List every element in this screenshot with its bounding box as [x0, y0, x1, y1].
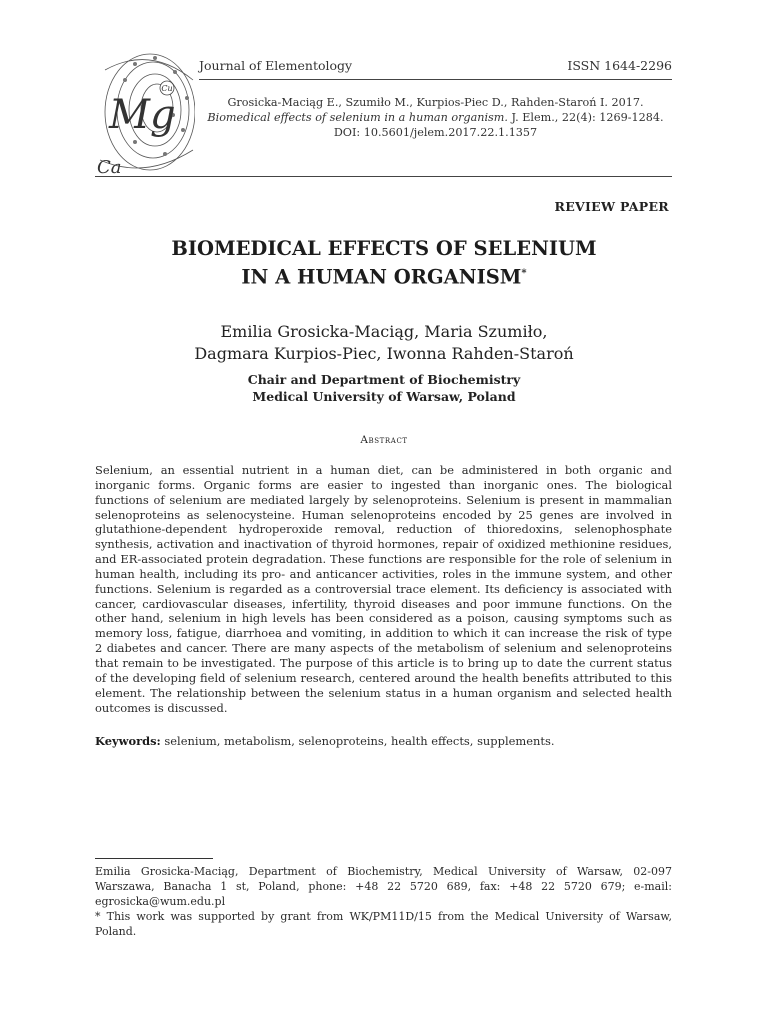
footnote-divider — [95, 858, 213, 859]
authors-line-2: Dagmara Kurpios-Piec, Iwonna Rahden-Staroń — [194, 344, 574, 363]
keywords — [95, 734, 672, 749]
paper-title — [0, 236, 768, 290]
atom-logo-icon — [95, 50, 195, 175]
citation-source: J. Elem., 22(4): 1269-1284. — [507, 111, 664, 124]
affiliation-line-2: Medical University of Warsaw, Poland — [252, 389, 516, 404]
abstract-text: Selenium, an essential nutrient in a human diet, can be administered in both organic and inorganic forms. Organic forms are easier to ingested than inorganic ones. The biological functions of selenium are mediated largely by selenoproteins. Selenium is present in mammalian selenoproteins as selenocysteine. Human selenoproteins encoded by 25 genes are involved in glutathione-dependent hydroperoxide removal, reduction of thioredoxins, selenophosphate synthesis, activation and inactivation of thyroid hormones, repair of oxidized methionine residues, and ER-associated protein degradation. These functions are responsible for the role of selenium in human health, including its pro- and anticancer activities, roles in the immune system, and other functions. Selenium is regarded as a controversial trace element. Its deficiency is associated with cancer, cardiovascular diseases, infertility, thyroid diseases and poor immune functions. On the other hand, selenium in high levels has been considered as a poison, causing symptoms such as memory loss, fatigue, diarrhoea and vomiting, in addition to which it can increase the risk of type 2 diabetes and cancer. There are many aspects of the metabolism of selenium and selenoproteins that remain to be investigated. The purpose of this article is to bring up to date the current status of the developing field of selenium research, centered around the health benefits attributed to this element. The relationship between the selenium status in a human organism and selected health outcomes is discussed. — [95, 463, 672, 715]
footnote-contact: Emilia Grosicka-Maciąg, Department of Biochemistry, Medical University of Warsaw, 02-097 Warszawa, Banacha 1 st, Poland, phone: +48 22 5720 689, fax: +48 22 5720 679; e-mail: egrosicka@wum.edu.pl — [95, 865, 672, 908]
header-bottom-divider — [95, 176, 672, 177]
citation-authors: Grosicka-Maciąg E., Szumiło M., Kurpios-Piec D., Rahden-Staroń I. 2017. — [227, 96, 644, 109]
title-line-2-text: IN A HUMAN ORGANISM — [241, 265, 522, 289]
citation-block — [199, 95, 672, 140]
abstract-heading: Abstract — [360, 434, 408, 446]
author-list — [0, 321, 768, 365]
issn: ISSN 1644-2296 — [567, 58, 672, 73]
affiliation — [0, 371, 768, 405]
footnote-funding: * This work was supported by grant from WK/PM11D/15 from the Medical University of Warsaw, Poland. — [95, 910, 672, 938]
paper-type: REVIEW PAPER — [554, 199, 669, 214]
journal-name: Journal of Elementology — [199, 58, 353, 73]
citation-title: Biomedical effects of selenium in a human organism. — [207, 111, 508, 124]
citation-doi: DOI: 10.5601/jelem.2017.22.1.1357 — [333, 126, 538, 139]
keywords-label: Keywords: — [95, 734, 161, 748]
logo-mg-text: Mg — [109, 92, 176, 138]
title-line-2 — [0, 261, 768, 290]
keywords-text: selenium, metabolism, selenoproteins, health effects, supplements. — [160, 734, 555, 748]
authors-line-1: Emilia Grosicka-Maciąg, Maria Szumiło, — [220, 322, 548, 341]
title-line-1: BIOMEDICAL EFFECTS OF SELENIUM — [171, 237, 597, 260]
title-footnote-marker: * — [521, 268, 527, 279]
header-divider — [199, 79, 672, 80]
logo-cu-text: Cu — [161, 84, 173, 93]
footnotes — [95, 864, 672, 939]
citation-reference — [199, 110, 672, 125]
affiliation-line-1: Chair and Department of Biochemistry — [247, 372, 521, 387]
journal-logo — [95, 50, 195, 175]
logo-ca-text: Ca — [97, 157, 122, 175]
